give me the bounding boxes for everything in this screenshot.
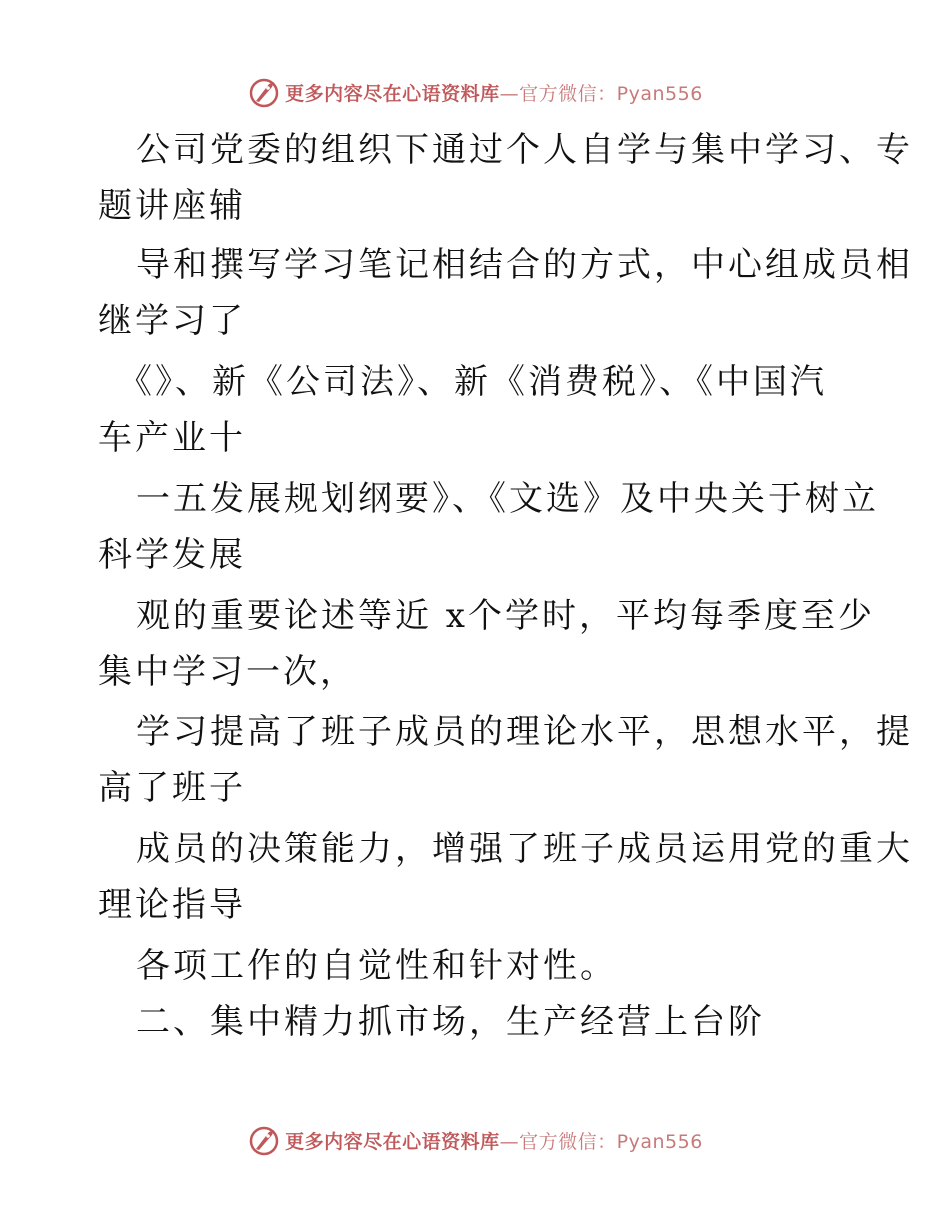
- footer-dash: —: [499, 1130, 520, 1153]
- body-line-14: 理论指导: [98, 885, 246, 925]
- body-line-16-section-heading: 二、集中精力抓市场，生产经营上台阶: [136, 1002, 765, 1042]
- body-line-11: 学习提高了班子成员的理论水平，思想水平，提: [136, 712, 913, 752]
- body-line-2: 题讲座辅: [98, 186, 246, 226]
- body-line-8: 科学发展: [98, 535, 246, 575]
- body-line-12: 高了班子: [98, 768, 246, 808]
- body-line-5: 《》、新《公司法》、新《消费税》、《中国汽: [118, 362, 827, 402]
- pen-nib-logo-icon: [247, 1123, 281, 1157]
- body-line-9: 观的重要论述等近 x个学时，平均每季度至少: [136, 596, 875, 636]
- body-line-13: 成员的决策能力，增强了班子成员运用党的重大: [136, 829, 913, 869]
- body-line-1: 公司党委的组织下通过个人自学与集中学习、专: [136, 130, 913, 170]
- body-line-10: 集中学习一次，: [98, 652, 357, 692]
- header-brand-text: 更多内容尽在心语资料库: [285, 82, 500, 105]
- footer-banner-text: [285, 1127, 703, 1154]
- header-contact-text: 官方微信：Pyan556: [519, 82, 703, 105]
- body-line-6: 车产业十: [98, 418, 246, 458]
- footer-contact-text: 官方微信：Pyan556: [519, 1130, 703, 1153]
- header-dash: —: [499, 82, 520, 105]
- footer-banner: [0, 1120, 950, 1160]
- body-line-3: 导和撰写学习笔记相结合的方式，中心组成员相: [136, 245, 913, 285]
- body-line-7: 一五发展规划纲要》、《文选》及中央关于树立: [136, 479, 879, 519]
- footer-brand-text: 更多内容尽在心语资料库: [285, 1130, 500, 1153]
- body-line-4: 继学习了: [98, 301, 246, 341]
- body-line-15: 各项工作的自觉性和针对性。: [136, 946, 617, 986]
